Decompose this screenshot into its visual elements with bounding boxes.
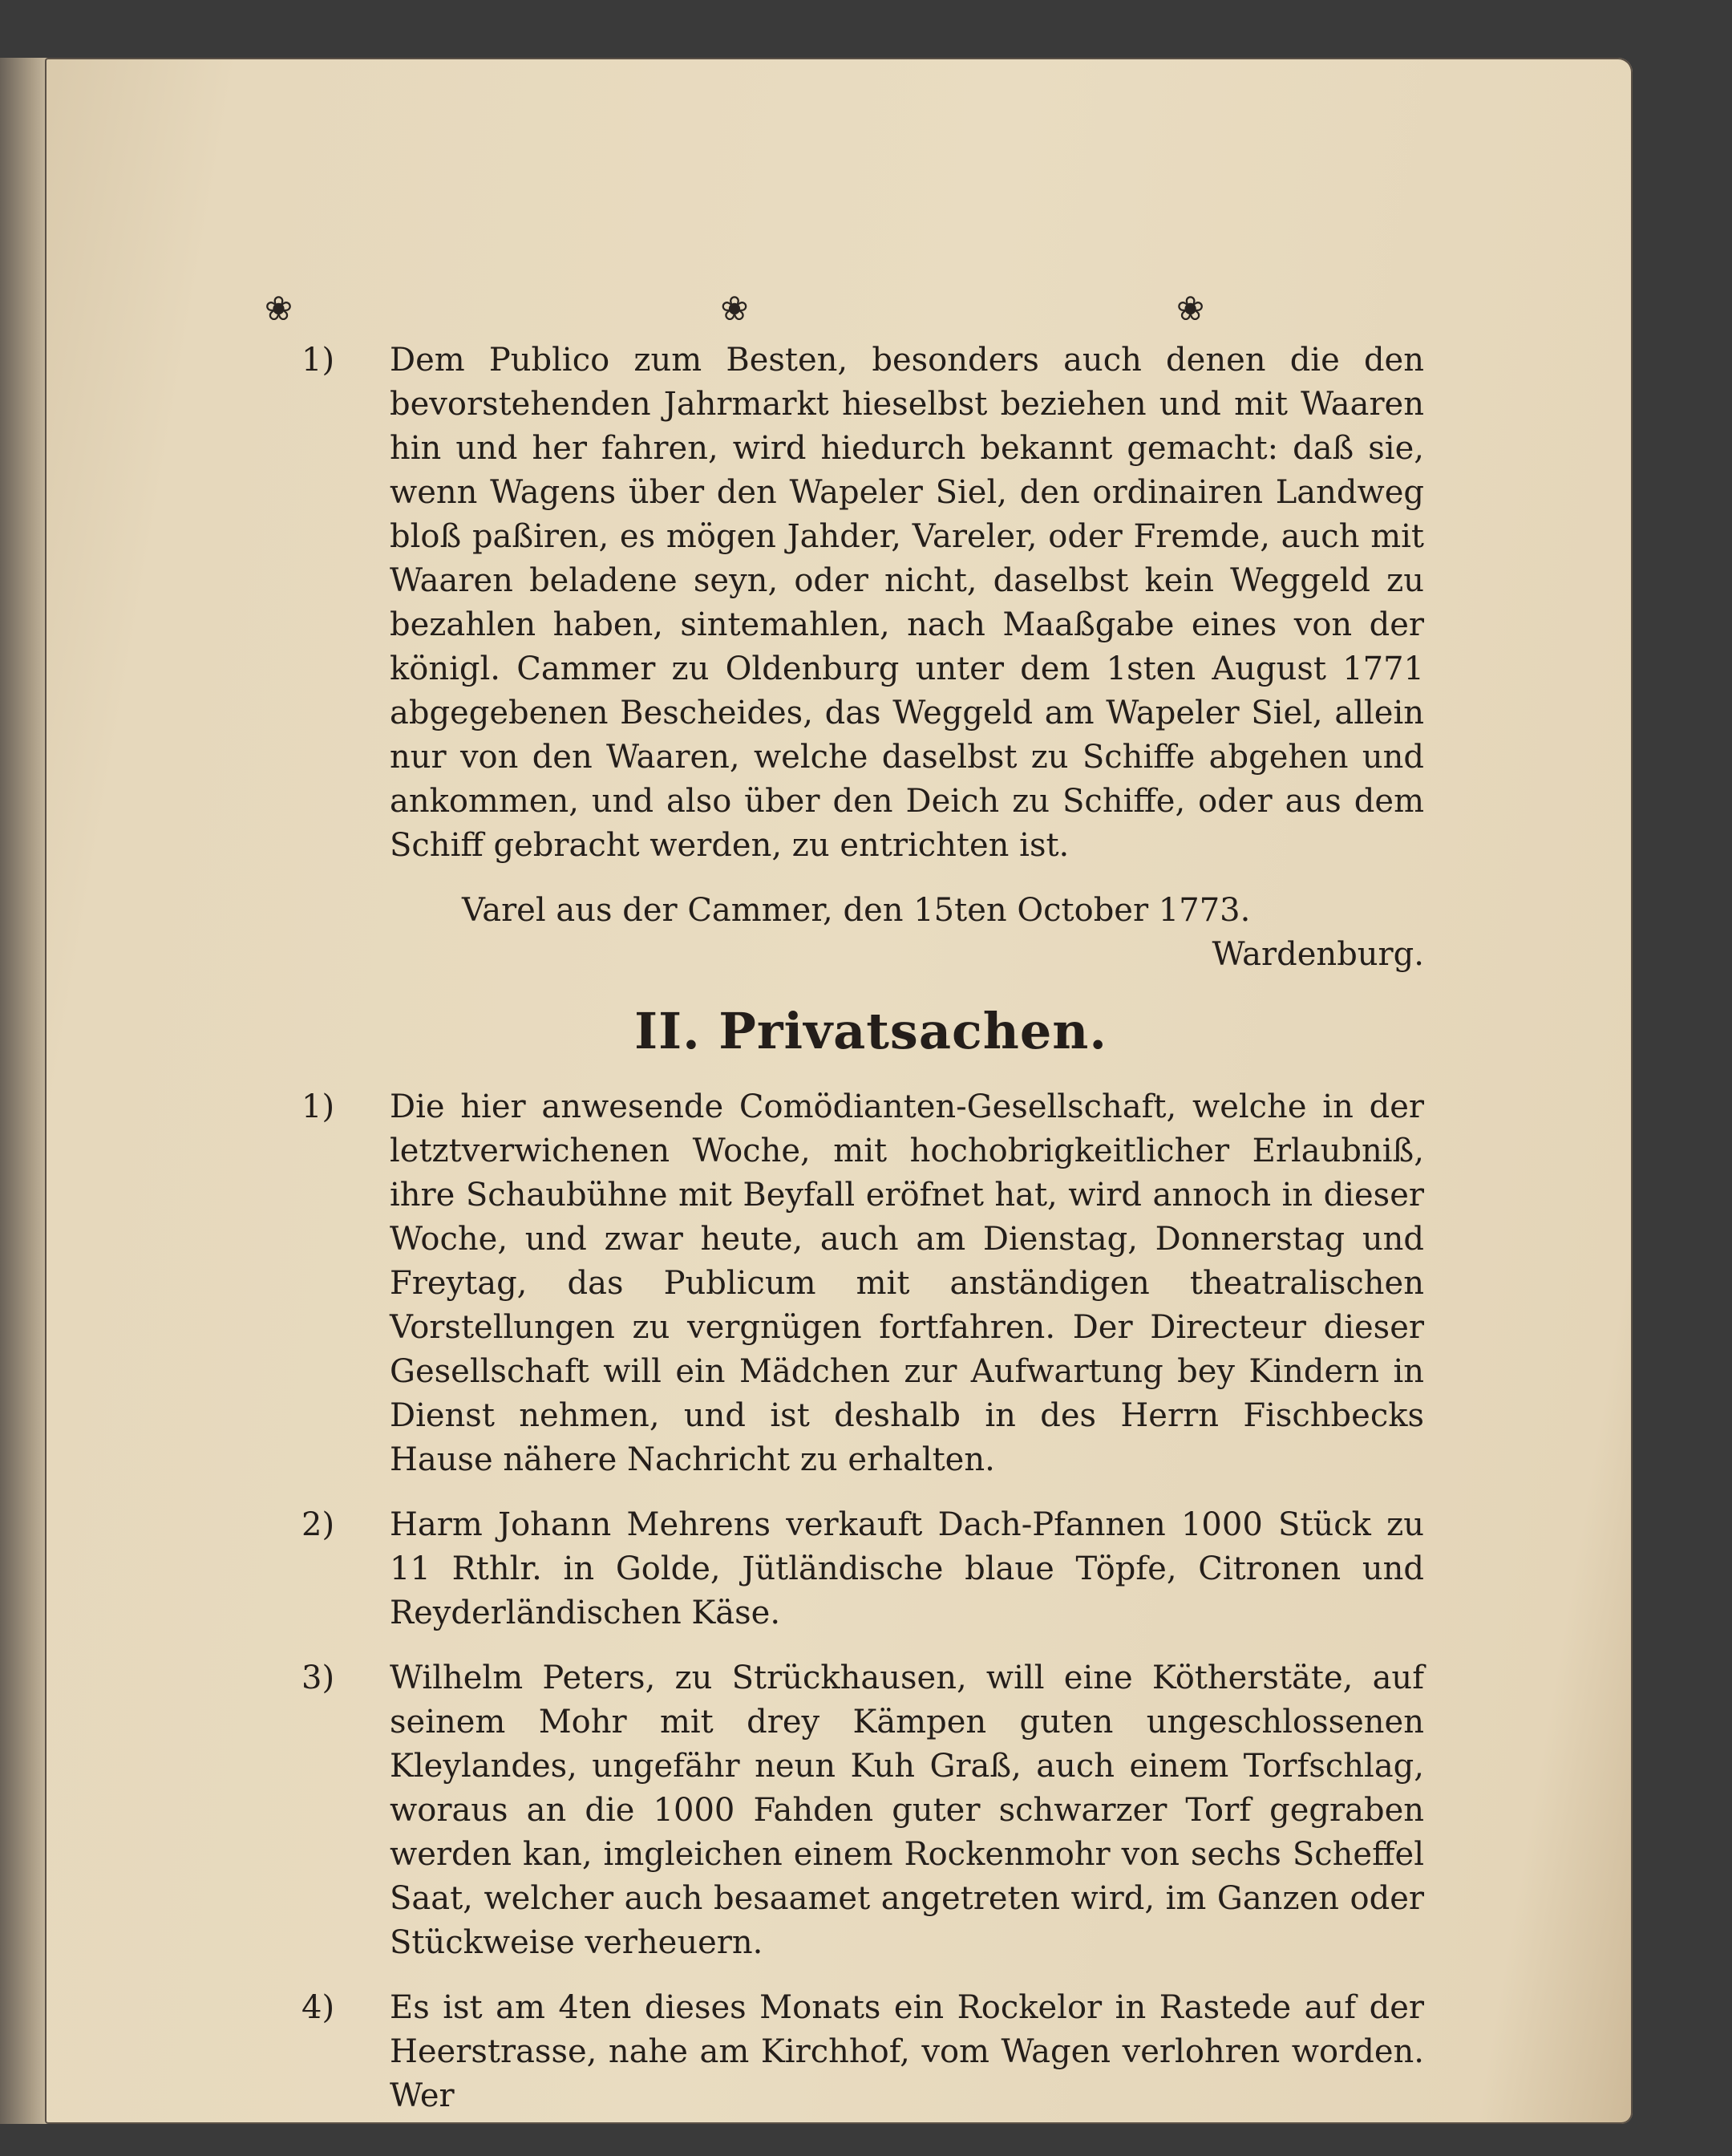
entry-number: 3) <box>301 1660 335 1696</box>
entry-section2-2 <box>301 1503 1424 1635</box>
entry-number: 1) <box>301 342 335 379</box>
section-heading: II. Privatsachen. <box>634 1002 1107 1060</box>
entry-text: Harm Johann Mehrens verkauft Dach-Pfannen 1000 Stück zu 11 Rthlr. in Golde, Jütländische blaue Töpfe, Citronen und Reyderländischen Käse. <box>390 1506 1424 1631</box>
entry-section1-1 <box>301 338 1424 868</box>
entry-number: 4) <box>301 1989 335 2026</box>
entry-section2-3 <box>301 1656 1424 1965</box>
document-page <box>45 58 1633 2124</box>
entry-text: Dem Publico zum Besten, besonders auch denen die den bevorstehenden Jahrmarkt hieselbst beziehen und mit Waaren hin und her fahren, wird hiedurch bekannt gemacht: daß sie, wenn Wagens über den Wapeler Siel, den ordinairen Landweg bloß paßiren, es mögen Jahder, Vareler, oder Fremde, auch mit Waaren beladene seyn, oder nicht, daselbst kein Weggeld zu bezahlen haben, sintemahlen, nach Maaßgabe eines von der königl. Cammer zu Oldenburg unter dem 1sten August 1771 abgegebenen Bescheides, das Weggeld am Wapeler Siel, allein nur von den Waaren, welche daselbst zu Schiffe abgehen und ankommen, und also über den Deich zu Schiffe, oder aus dem Schiff gebracht werden, zu entrichten ist. <box>390 342 1424 864</box>
dateline: Varel aus der Cammer, den 15ten October 1773. <box>462 892 1251 929</box>
entry-section2-1 <box>301 1085 1424 1482</box>
ornament-header: ❀ ❀ ❀ <box>264 289 1414 328</box>
page-text <box>301 338 1424 2139</box>
entry-text: Es ist am 4ten dieses Monats ein Rockelor in Rastede auf der Heerstrasse, nahe am Kirchhof, vom Wagen verlohren worden. Wer <box>390 1989 1424 2114</box>
entry-section2-4 <box>301 1986 1424 2118</box>
signature: Wardenburg. <box>1212 936 1424 973</box>
book-gutter <box>0 58 51 2124</box>
entry-number: 2) <box>301 1506 335 1543</box>
entry-text: Die hier anwesende Comödianten-Gesellschaft, welche in der letztverwichenen Woche, mit hochobrigkeitlicher Erlaubniß, ihre Schaubühne mit Beyfall eröfnet hat, wird annoch in dieser Woche, und zwar heute, auch am Dienstag, Donnerstag und Freytag, das Publicum mit anständigen theatralischen Vorstellungen zu vergnügen fortfahren. Der Directeur dieser Gesellschaft will ein Mädchen zur Aufwartung bey Kindern in Dienst nehmen, und ist deshalb in des Herrn Fischbecks Hause nähere Nachricht zu erhalten. <box>390 1088 1424 1478</box>
entry-number: 1) <box>301 1088 335 1125</box>
entry-text: Wilhelm Peters, zu Strückhausen, will eine Kötherstäte, auf seinem Mohr mit drey Kämpen guten ungeschlossenen Kleylandes, ungefähr neun Kuh Graß, auch einem Torfschlag, woraus an die 1000 Fahden guter schwarzer Torf gegraben werden kan, imgleichen einem Rockenmohr von sechs Scheffel Saat, welcher auch besaamet angetreten wird, im Ganzen oder Stückweise verheuern. <box>390 1660 1424 1961</box>
